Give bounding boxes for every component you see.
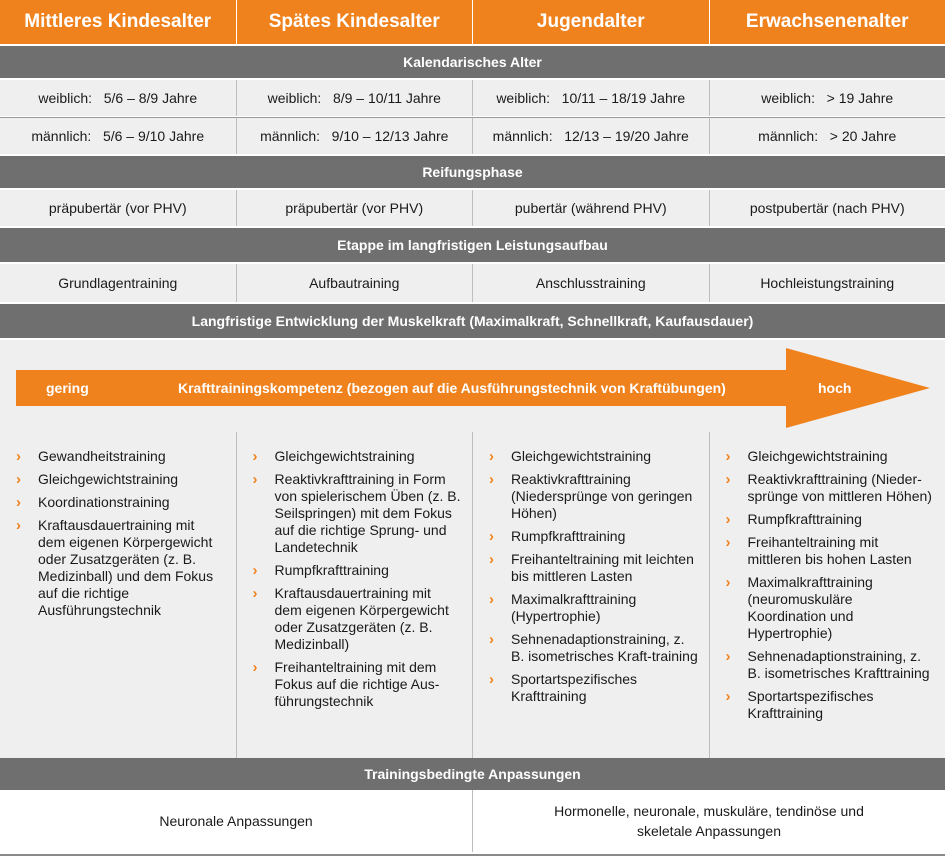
competence-arrow-area [0, 340, 945, 432]
chevron-right-icon: › [725, 648, 731, 665]
chevron-right-icon: › [725, 574, 731, 591]
chevron-right-icon: › [16, 448, 21, 465]
list-item-text: Reaktivkrafttraining in Form von spielerischem Üben (z. B. Seilspringen) mit dem Fokus auf die richtige Sprung- und Landetechnik [274, 471, 461, 555]
adaptations-row [0, 790, 945, 852]
list-item-text: Sehnenadaptionstraining, z. B. isometrisches Krafttraining [747, 648, 930, 681]
list-item-text: Reaktivkrafttraining (Nieder-sprünge von mittleren Höhen) [747, 471, 932, 504]
stage-cell: Grundlagentraining [0, 264, 237, 302]
list-item [253, 585, 463, 653]
training-list [489, 448, 699, 705]
list-item-text: Gleichgewichtstraining [747, 448, 888, 464]
list-item-text: Maximalkrafttraining (neuromuskuläre Koordination und Hypertrophie) [747, 574, 873, 641]
age-female-cell: weiblich: > 19 Jahre [761, 90, 894, 106]
age-male-row [0, 118, 945, 154]
list-item [489, 631, 699, 665]
header-late-childhood: Spätes Kindesalter [237, 0, 474, 44]
maturation-row [0, 190, 945, 226]
list-item-text: Sportartspezifisches Krafttraining [511, 671, 638, 704]
list-item-text: Koordinationstraining [38, 494, 170, 510]
list-item [726, 471, 936, 505]
adaptation-cell: Neuronale Anpassungen [0, 790, 473, 852]
list-item-text: Sehnenadaptionstraining, z. B. isometrisches Kraft-training [511, 631, 698, 664]
chevron-right-icon: › [252, 659, 258, 676]
list-column [237, 432, 474, 758]
list-item-text: Maximalkrafttraining (Hypertrophie) [511, 591, 637, 624]
chevron-right-icon: › [252, 585, 258, 602]
section-stage: Etappe im langfristigen Leistungsaufbau [0, 228, 945, 262]
list-item [16, 448, 226, 465]
age-female-cell: weiblich: 8/9 – 10/11 Jahre [237, 80, 474, 116]
list-item [726, 648, 936, 682]
age-female-cell: weiblich: 5/6 – 8/9 Jahre [0, 80, 237, 116]
list-item [253, 471, 463, 556]
list-item-text: Freihanteltraining mit mittleren bis hohen Lasten [747, 534, 912, 567]
list-item [253, 448, 463, 465]
list-item [489, 551, 699, 585]
stage-cell: Aufbautraining [237, 264, 474, 302]
list-item-text: Gleichgewichtstraining [511, 448, 652, 464]
chevron-right-icon: › [725, 534, 731, 551]
list-item-text: Gleichgewichtstraining [274, 448, 415, 464]
list-item [489, 591, 699, 625]
age-male-cell: männlich: 12/13 – 19/20 Jahre [473, 118, 710, 154]
adaptation-cell [473, 790, 945, 852]
arrow-high-label: hoch [818, 380, 852, 396]
list-item [16, 517, 226, 619]
list-item [253, 659, 463, 710]
arrow-low-label: gering [46, 380, 89, 396]
adaptation-text: Hormonelle, neuronale, muskuläre, tendinöse und skeletale Anpassungen [554, 803, 864, 839]
list-column [473, 432, 710, 758]
chevron-right-icon: › [252, 471, 258, 488]
chevron-right-icon: › [489, 551, 494, 568]
age-phase-header [0, 0, 945, 44]
bottom-divider [0, 854, 945, 856]
list-item [726, 688, 936, 722]
list-item-text: Sportartspezifisches Krafttraining [747, 688, 874, 721]
header-adulthood: Erwachsenenalter [745, 11, 909, 32]
stage-cell: Anschlusstraining [473, 264, 710, 302]
chevron-right-icon: › [489, 591, 494, 608]
chevron-right-icon: › [489, 471, 494, 488]
list-item [726, 574, 936, 642]
list-item [16, 494, 226, 511]
training-list [253, 448, 463, 710]
chevron-right-icon: › [725, 688, 731, 705]
header-adolescence: Jugendalter [473, 0, 710, 44]
age-male-cell: männlich: 5/6 – 9/10 Jahre [0, 118, 237, 154]
list-item-text: Gleichgewichtstraining [38, 471, 179, 487]
list-item-text: Rumpfkrafttraining [747, 511, 862, 527]
chevron-right-icon: › [725, 511, 731, 528]
chevron-right-icon: › [489, 528, 494, 545]
header-middle-childhood: Mittleres Kindesalter [0, 0, 237, 44]
list-item-text: Rumpfkrafttraining [511, 528, 626, 544]
section-maturation: Reifungsphase [0, 156, 945, 188]
section-adaptations: Trainingsbedingte Anpassungen [0, 758, 945, 790]
maturation-cell: präpubertär (vor PHV) [237, 190, 474, 226]
section-calendar-age: Kalendarisches Alter [0, 46, 945, 78]
chevron-right-icon: › [489, 448, 494, 465]
list-item-text: Reaktivkrafttraining (Niedersprünge von geringen Höhen) [511, 471, 693, 521]
age-male-cell: männlich: 9/10 – 12/13 Jahre [237, 118, 474, 154]
list-column [710, 432, 945, 758]
list-item-text: Kraftausdauertraining mit dem eigenen Körpergewicht oder Zusatzgeräten (z. B. Medizinball) und dem Fokus auf die richtige Ausführungstechnik [38, 517, 214, 618]
chevron-right-icon: › [16, 494, 21, 511]
list-item [489, 671, 699, 705]
chevron-right-icon: › [252, 448, 258, 465]
age-female-cell: weiblich: 10/11 – 18/19 Jahre [473, 80, 710, 116]
chevron-right-icon: › [252, 562, 258, 579]
list-item [726, 534, 936, 568]
list-item [489, 471, 699, 522]
maturation-cell: präpubertär (vor PHV) [0, 190, 237, 226]
stage-cell: Hochleistungstraining [760, 275, 895, 291]
list-item-text: Rumpfkrafttraining [274, 562, 389, 578]
list-item [489, 528, 699, 545]
list-item-text: Freihanteltraining mit dem Fokus auf die richtige Aus-führungstechnik [274, 659, 440, 709]
maturation-cell: pubertär (während PHV) [473, 190, 710, 226]
chevron-right-icon: › [489, 671, 494, 688]
list-item-text: Kraftausdauertraining mit dem eigenen Körpergewicht oder Zusatzgeräten (z. B. Medizinball) [274, 585, 449, 652]
stage-row [0, 264, 945, 302]
training-list [16, 448, 226, 619]
arrow-label: Krafttrainingskompetenz (bezogen auf die Ausführungstechnik von Kraftübungen) [178, 380, 726, 396]
chevron-right-icon: › [489, 631, 494, 648]
age-female-row [0, 80, 945, 116]
maturation-cell: postpubertär (nach PHV) [749, 200, 905, 216]
list-item [726, 511, 936, 528]
chevron-right-icon: › [16, 471, 21, 488]
training-lists [0, 432, 945, 758]
chevron-right-icon: › [725, 448, 731, 465]
list-item [489, 448, 699, 465]
chevron-right-icon: › [16, 517, 21, 534]
chevron-right-icon: › [725, 471, 731, 488]
training-list [726, 448, 936, 722]
section-development: Langfristige Entwicklung der Muskelkraft (Maximalkraft, Schnellkraft, Kaufausdauer) [0, 304, 945, 338]
list-item [16, 471, 226, 488]
list-item-text: Gewandheitstraining [38, 448, 166, 464]
age-male-cell: männlich: > 20 Jahre [758, 128, 897, 144]
list-column [0, 432, 237, 758]
list-item [726, 448, 936, 465]
list-item [253, 562, 463, 579]
list-item-text: Freihanteltraining mit leichten bis mittleren Lasten [511, 551, 694, 584]
